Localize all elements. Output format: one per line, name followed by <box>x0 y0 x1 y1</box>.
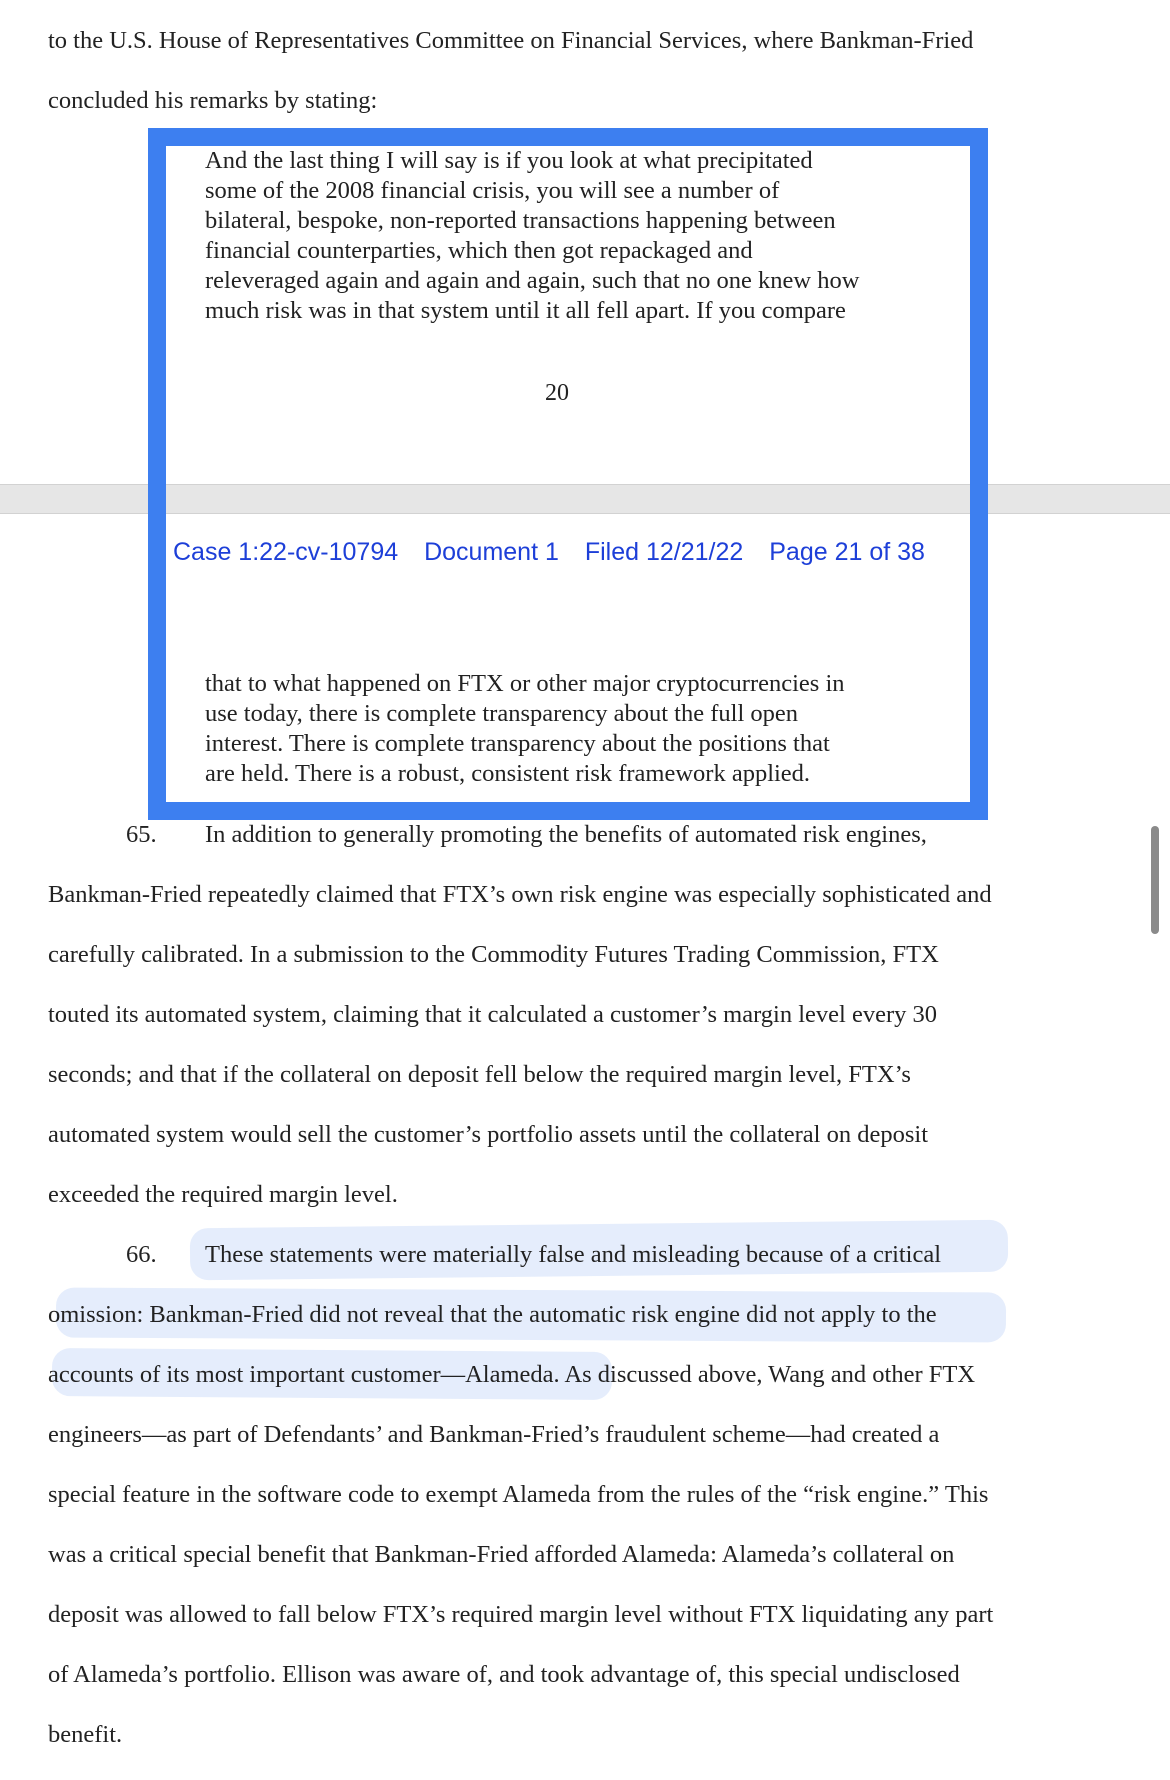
annotation-rectangle <box>148 128 988 820</box>
filed-date: Filed 12/21/22 <box>584 538 744 566</box>
document-number: Document 1 <box>424 538 559 566</box>
paragraph-65-line: seconds; and that if the collateral on deposit fell below the required margin level, FTX’s <box>48 1061 911 1088</box>
paragraph-65-line: touted its automated system, claiming that it calculated a customer’s margin level every 30 <box>48 1001 938 1028</box>
quote-line: And the last thing I will say is if you look at what precipitated <box>205 147 813 174</box>
paragraph-66-line: of Alameda’s portfolio. Ellison was aware of, and took advantage of, this special undisclosed <box>48 1661 960 1688</box>
quote-line: some of the 2008 financial crisis, you will see a number of <box>205 177 780 204</box>
case-number: Case 1:22-cv-10794 <box>173 538 399 566</box>
paragraph-66-line: benefit. <box>48 1721 123 1748</box>
paragraph-65-line: Bankman-Fried repeatedly claimed that FTX’s own risk engine was especially sophisticated and <box>48 881 992 908</box>
quote-line: interest. There is complete transparency about the positions that <box>205 730 830 757</box>
intro-line-1: to the U.S. House of Representatives Committee on Financial Services, where Bankman-Fried <box>48 27 974 54</box>
quote-line: bilateral, bespoke, non-reported transactions happening between <box>205 207 836 234</box>
paragraph-66-line: These statements were materially false and misleading because of a critical <box>205 1241 942 1268</box>
paragraph-number-66: 66. <box>126 1241 157 1268</box>
intro-line-2: concluded his remarks by stating: <box>48 87 378 114</box>
quote-line: releveraged again and again and again, such that no one knew how <box>205 267 860 294</box>
quote-line: financial counterparties, which then got repackaged and <box>205 237 753 264</box>
page-number: 20 <box>545 380 569 406</box>
paragraph-65-line: In addition to generally promoting the benefits of automated risk engines, <box>205 821 927 848</box>
paragraph-number-65: 65. <box>126 821 157 848</box>
paragraph-65-line: carefully calibrated. In a submission to the Commodity Futures Trading Commission, FTX <box>48 941 939 968</box>
vertical-scrollbar[interactable] <box>1151 826 1159 934</box>
paragraph-66-line: deposit was allowed to fall below FTX’s required margin level without FTX liquidating any part <box>48 1601 994 1628</box>
quote-line: use today, there is complete transparency about the full open <box>205 700 799 727</box>
quote-line: are held. There is a robust, consistent risk framework applied. <box>205 760 811 787</box>
paragraph-66-line: engineers—as part of Defendants’ and Bankman-Fried’s fraudulent scheme—had created a <box>48 1421 940 1448</box>
paragraph-65-line: exceeded the required margin level. <box>48 1181 398 1208</box>
paragraph-65-line: automated system would sell the customer’s portfolio assets until the collateral on deposit <box>48 1121 929 1148</box>
page-count: Page 21 of 38 <box>769 538 925 566</box>
quote-line: much risk was in that system until it all fell apart. If you compare <box>205 297 846 324</box>
paragraph-66-line: special feature in the software code to exempt Alameda from the rules of the “risk engine.” This <box>48 1481 989 1508</box>
paragraph-66-line: omission: Bankman-Fried did not reveal that the automatic risk engine did not apply to the <box>48 1301 937 1328</box>
quote-line: that to what happened on FTX or other major cryptocurrencies in <box>205 670 845 697</box>
paragraph-66-line: accounts of its most important customer—Alameda. As discussed above, Wang and other FTX <box>48 1361 976 1388</box>
paragraph-66-line: was a critical special benefit that Bankman-Fried afforded Alameda: Alameda’s collateral on <box>48 1541 955 1568</box>
